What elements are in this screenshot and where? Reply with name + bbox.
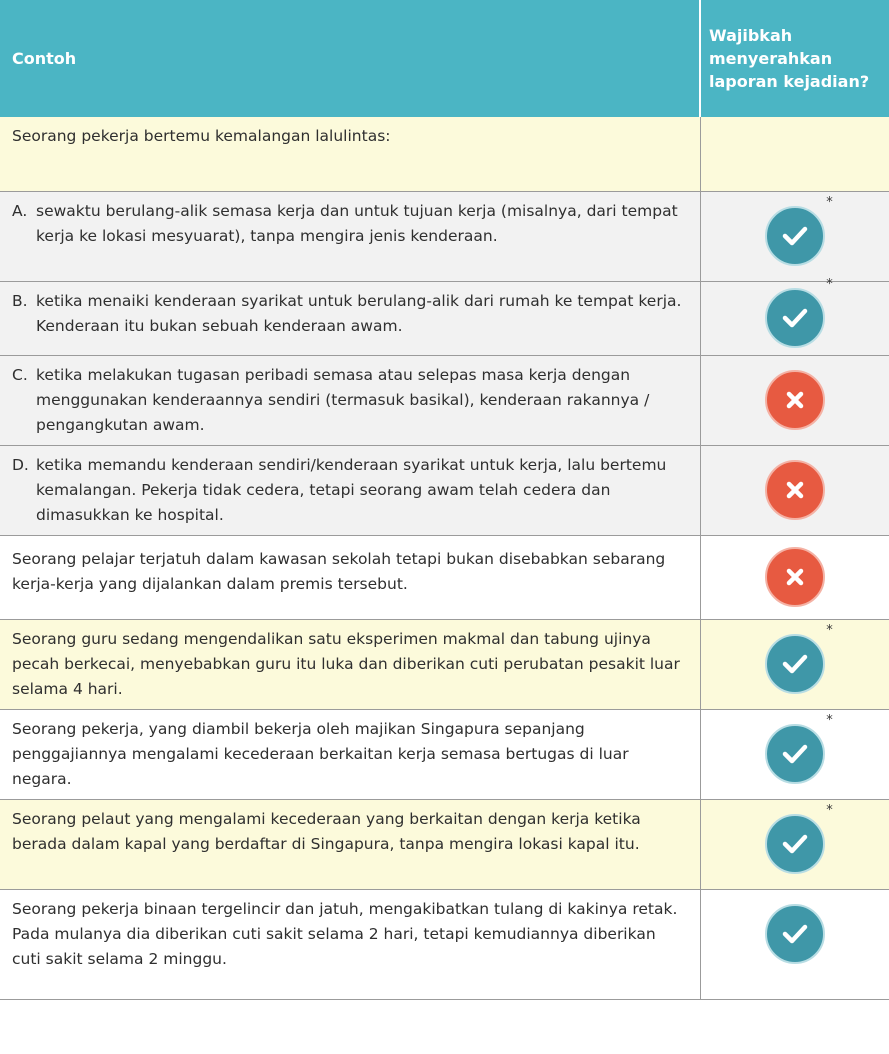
table-row <box>0 889 889 999</box>
mark-cell <box>700 535 889 619</box>
example-text: Seorang pelaut yang mengalami kecederaan yang berkaitan dengan kerja ketika berada dalam kapal yang berdaftar di Singapura, tanpa mengira lokasi kapal itu. <box>12 809 641 853</box>
item-letter: D. <box>12 455 29 474</box>
table-header-row <box>0 0 889 117</box>
check-icon <box>765 814 825 874</box>
table-row <box>0 281 889 355</box>
table-row <box>0 709 889 799</box>
asterisk-note: * <box>826 277 833 292</box>
table-row <box>0 191 889 281</box>
mark-cell <box>700 277 889 355</box>
example-cell <box>0 355 700 445</box>
cross-icon <box>765 370 825 430</box>
header-line-3: laporan kejadian? <box>709 72 870 91</box>
example-text: Seorang guru sedang mengendalikan satu eksperimen makmal dan tabung ujinya pecah berkecai, menyebabkan guru itu luka dan diberikan cuti perubatan pesakit luar selama 4 hari. <box>12 629 680 698</box>
check-icon <box>765 724 825 784</box>
check-icon <box>765 206 825 266</box>
asterisk-note: * <box>826 803 833 818</box>
item-letter: C. <box>12 365 28 384</box>
column-header-example: Contoh <box>0 0 700 117</box>
item-letter: A. <box>12 201 28 220</box>
example-cell <box>0 709 700 799</box>
table-row <box>0 355 889 445</box>
header-line-2: menyerahkan <box>709 49 833 68</box>
mark-cell <box>700 889 889 999</box>
example-cell <box>0 445 700 535</box>
example-cell <box>0 191 700 281</box>
example-cell <box>0 619 700 709</box>
table-row <box>0 445 889 535</box>
example-cell <box>0 281 700 355</box>
item-letter: B. <box>12 291 28 310</box>
cross-icon <box>765 547 825 607</box>
mark-cell <box>700 799 889 889</box>
example-text: Seorang pelajar terjatuh dalam kawasan sekolah tetapi bukan disebabkan sebarang kerja-kerja yang dijalankan dalam premis tersebut. <box>12 549 666 593</box>
mark-cell <box>700 355 889 445</box>
header-line-1: Wajibkah <box>709 26 793 45</box>
example-cell <box>0 889 700 999</box>
example-text: ketika memandu kenderaan sendiri/kenderaan syarikat untuk kerja, lalu bertemu kemalangan. Pekerja tidak cedera, tetapi seorang awam telah cedera dan dimasukkan ke hospital. <box>36 455 667 524</box>
example-text: Seorang pekerja binaan tergelincir dan jatuh, mengakibatkan tulang di kakinya retak. Pada mulanya dia diberikan cuti sakit selama 2 hari, tetapi kemudiannya diberikan cuti sakit selama 2 minggu. <box>12 899 678 968</box>
example-cell <box>0 117 700 191</box>
table-row <box>0 117 889 191</box>
check-icon <box>765 904 825 964</box>
mark-cell <box>700 709 889 799</box>
asterisk-note: * <box>826 713 833 728</box>
mark-cell-empty <box>700 117 889 191</box>
check-icon <box>765 288 825 348</box>
table-row <box>0 535 889 619</box>
cross-icon <box>765 460 825 520</box>
column-header-report-required <box>700 0 889 117</box>
mark-cell <box>700 619 889 709</box>
example-text: ketika melakukan tugasan peribadi semasa atau selepas masa kerja dengan menggunakan kenderaannya sendiri (termasuk basikal), kenderaan rakannya / pengangkutan awam. <box>36 365 650 434</box>
example-cell <box>0 535 700 619</box>
example-text: Seorang pekerja, yang diambil bekerja oleh majikan Singapura sepanjang penggajiannya mengalami kecederaan berkaitan kerja semasa bertugas di luar negara. <box>12 719 629 788</box>
mark-cell <box>700 445 889 535</box>
check-icon <box>765 634 825 694</box>
table-row <box>0 799 889 889</box>
mark-cell <box>700 191 889 281</box>
example-text: Seorang pekerja bertemu kemalangan lalulintas: <box>12 127 391 145</box>
asterisk-note: * <box>826 623 833 638</box>
table-row <box>0 619 889 709</box>
example-text: sewaktu berulang-alik semasa kerja dan untuk tujuan kerja (misalnya, dari tempat kerja ke lokasi mesyuarat), tanpa mengira jenis kenderaan. <box>36 201 678 245</box>
asterisk-note: * <box>826 195 833 210</box>
example-text: ketika menaiki kenderaan syarikat untuk berulang-alik dari rumah ke tempat kerja. Kenderaan itu bukan sebuah kenderaan awam. <box>36 291 682 335</box>
example-cell <box>0 799 700 889</box>
